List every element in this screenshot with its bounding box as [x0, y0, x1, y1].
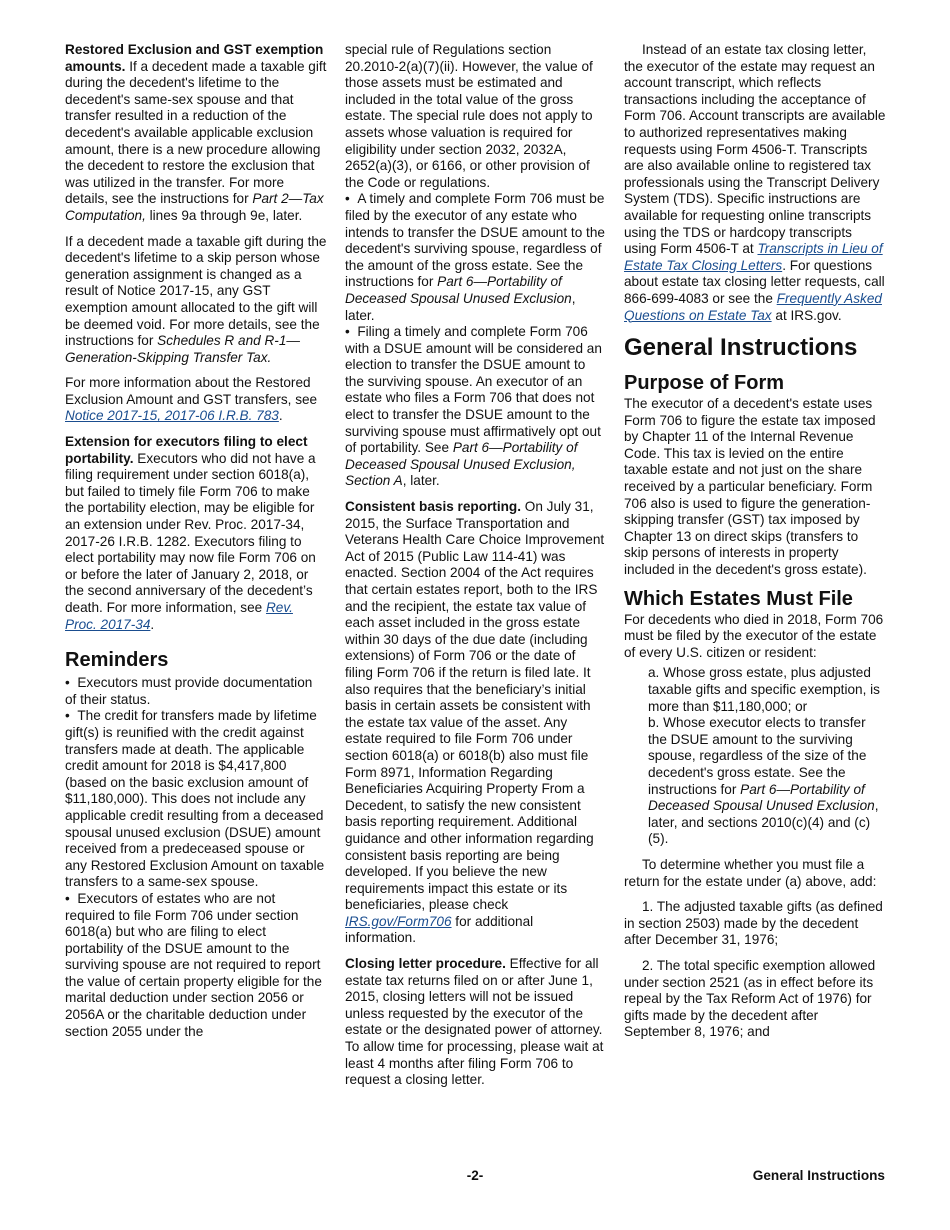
rev-proc-link[interactable]: Rev. Proc. 2017-34 — [65, 600, 293, 632]
bullet-item: • A timely and complete Form 706 must be filed by the executor of any estate who intends to transfer the DSUE amount to the decedent's surviving spouse, regardless of the amount of the gross estate. See the instructions for Part 6—Portability of Deceased Spousal Unused Exclusion, later. — [345, 191, 607, 324]
column-2 — [345, 42, 607, 1098]
paragraph: special rule of Regulations section 20.2010-2(a)(7)(ii). However, the value of those assets must be estimated and included in the total value of the gross estate. The special rule does not apply to assets whose valuation is required for eligibility under section 2032, 2032A, 2652(a)(3), or 6166, or other provision of the Code or regulations. — [345, 42, 593, 190]
notice-link[interactable]: Notice 2017-15, 2017-06 I.R.B. 783 — [65, 408, 279, 424]
paragraph: Instead of an estate tax closing letter, the executor of the estate may request an account transcript, which reflects transactions including the acceptance of Form 706. Account transcripts are available to authorized representatives making requests using Form 4506-T. Transcripts are also available online to registered tax professionals using the Transcript Delivery System (TDS). Specific instructions are available for requesting online transcripts using the TDS or hardcopy transcripts using Form 4506-T at Transcripts in Lieu of Estate Tax Closing Letters. For questions about estate tax closing letter requests, call 866-699-4083 or see the Frequently Asked Questions on Estate Tax at IRS.gov. — [624, 42, 886, 323]
column-1 — [65, 42, 327, 1040]
paragraph: For decedents who died in 2018, Form 706 must be filed by the executor of the estate of every U.S. citizen or resident: — [624, 611, 884, 660]
paragraph: Closing letter procedure. Effective for all estate tax returns filed on or after June 1, 2015, closing letters will not be issued unless requested by the executor of the estate or the designated power of attorney. To allow time for processing, please wait at least 4 months after filing Form 706 to request a closing letter. — [345, 956, 604, 1088]
faq-link[interactable]: Frequently Asked Questions on Estate Tax — [624, 290, 882, 323]
numbered-item: 1. The adjusted taxable gifts (as defined in section 2503) made by the decedent after December 31, 1976; — [624, 899, 883, 948]
paragraph: To determine whether you must file a return for the estate under (a) above, add: — [624, 856, 877, 889]
paragraph: Restored Exclusion and GST exemption amounts. If a decedent made a taxable gift during the decedent's lifetime to the decedent's same-sex spouse and that transfer resulted in a reduction of the decedent's available applicable exclusion amount, there is a new procedure allowing the decedent to restore the exclusion that was utilized in the transfer. For more details, see the instructions for Part 2—Tax Computation, lines 9a through 9e, later. — [65, 42, 327, 223]
paragraph-heading: Consistent basis reporting. — [345, 499, 521, 515]
bullet-item: • The credit for transfers made by lifetime gift(s) is reunified with the credit against transfers made at death. The applicable credit amount for 2018 is $4,417,800 (based on the basic exclusion amount of $11,180,000). This does not include any applicable credit resulting from a deceased spousal unused exclusion (DSUE) amount received from a predeceased spouse or any Restored Exclusion Amount on taxable transfers to a same-sex spouse. — [65, 708, 327, 891]
paragraph: Extension for executors filing to elect portability. Executors who did not have a filing requirement under section 6018(a), but failed to timely file Form 706 to make the portability election, may be eligible for an extension under Rev. Proc. 2017-34, 2017-26 I.R.B. 1282. Executors filing to elect portability may now file Form 706 on or before the later of January 2, 2018, or the second anniversary of the decedent’s death. For more information, see Rev. Proc. 2017-34. — [65, 434, 316, 632]
list-item: a. Whose gross estate, plus adjusted taxable gifts and specific exemption, is more than $11,180,000; or — [648, 665, 880, 714]
bullet-item: • Filing a timely and complete Form 706 with a DSUE amount will be considered an election to transfer the DSUE amount to the surviving spouse. An executor of an estate who files a Form 706 that does not elect to transfer the DSUE amount to the surviving spouse must affirmatively opt out of portability. See Part 6—Portability of Deceased Spousal Unused Exclusion, Section A, later. — [345, 324, 607, 490]
paragraph-heading: Closing letter procedure. — [345, 956, 506, 972]
numbered-item: 2. The total specific exemption allowed under section 2521 (as in effect before its repeal by the Tax Reform Act of 1976) for gifts made by the decedent after September 8, 1976; and — [624, 957, 876, 1040]
subsection-heading: Which Estates Must File — [624, 587, 853, 610]
bullet-item: • Executors must provide documentation of their status. — [65, 675, 327, 708]
column-3 — [624, 42, 886, 1050]
subsection-heading: Purpose of Form — [624, 372, 785, 395]
paragraph: The executor of a decedent's estate uses Form 706 to figure the estate tax imposed by Chapter 11 of the Internal Revenue Code. This tax is levied on the entire taxable estate and not just on the share received by a particular beneficiary. Form 706 also is used to figure the generation-skipping transfer (GST) tax imposed by Chapter 13 on direct skips (transfers to skip persons of interests in property included in the decedent's gross estate). — [624, 396, 876, 578]
section-heading: General Instructions — [624, 334, 858, 362]
form706-link[interactable]: IRS.gov/Form706 — [345, 913, 452, 929]
footer-section-title: General Instructions — [752, 1168, 885, 1183]
paragraph: If a decedent made a taxable gift during the decedent's lifetime to a skip person whose generation assignment is changed as a result of Notice 2017-15, any GST exemption amount allocated to the gift will be deemed void. For more details, see the instructions for Schedules R and R-1—Generation-Skipping Transfer Tax. — [65, 233, 327, 365]
page-number: -2- — [466, 1168, 484, 1183]
paragraph: For more information about the Restored Exclusion Amount and GST transfers, see Notice 2017-15, 2017-06 I.R.B. 783. — [65, 375, 318, 424]
reminders-heading: Reminders — [65, 649, 169, 672]
bullet-item: • Executors of estates who are not required to file Form 706 under section 6018(a) but who are filing to elect portability of the DSUE amount to the surviving spouse are not required to report the value of certain property eligible for the marital deduction under section 2056 or 2056A or the charitable deduction under section 2055 under the — [65, 891, 327, 1040]
paragraph-heading: Restored Exclusion and GST exemption amounts. — [65, 42, 324, 74]
list-item: b. Whose executor elects to transfer the DSUE amount to the surviving spouse, regardless of the size of the decedent's gross estate. See the instructions for Part 6—Portability of Deceased Spousal Unused Exclusion, later, and sections 2010(c)(4) and (c)(5). — [648, 715, 879, 847]
transcripts-link[interactable]: Transcripts in Lieu of Estate Tax Closing Letters — [624, 241, 883, 273]
paragraph-heading: Extension for executors filing to elect portability. — [65, 434, 308, 466]
paragraph: Consistent basis reporting. On July 31, 2015, the Surface Transportation and Veterans Health Care Choice Improvement Act of 2015 (Public Law 114-41) was enacted. Section 2004 of the Act requires that certain estates report, both to the IRS and the recipient, the estate tax value of each asset included in the gross estate within 30 days of the due date (including extensions) of Form 706 or the date of filing Form 706 if the return is filed late. It also requires that the beneficiary’s initial basis in certain assets be consistent with the estate tax value of the asset. Any estate required to file Form 706 under section 6018(a) or 6018(b) also must file Form 8971, Information Regarding Beneficiaries Acquiring Property From a Decedent, to satisfy the new consistent basis reporting requirement. Additional guidance and other information regarding consistent basis reporting are being developed. If you believe the new requirements impact this estate or its beneficiaries, please check IRS.gov/Form706 for additional information. — [345, 499, 605, 946]
